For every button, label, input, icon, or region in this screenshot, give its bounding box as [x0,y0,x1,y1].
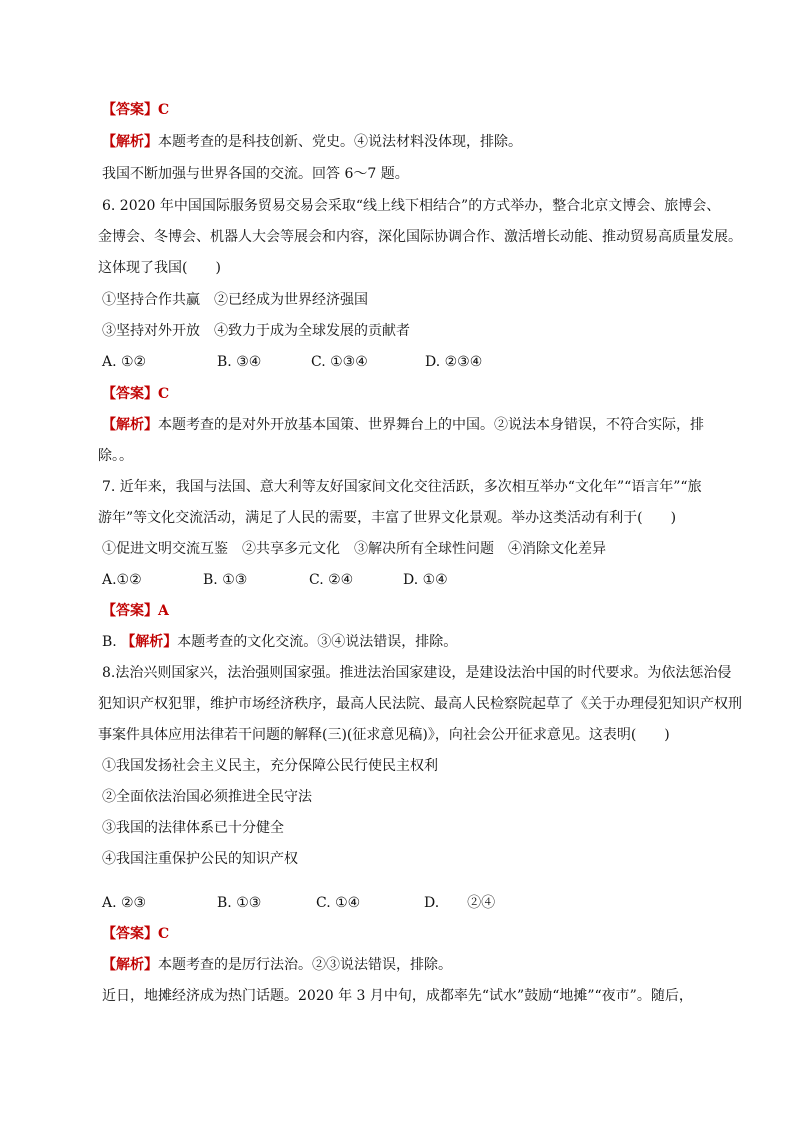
q5-analysis: 【解析】本题考查的是科技创新、党史。④说法材料没体现，排除。 [102,134,522,150]
q7-stem-line-2: 游年”等文化交流活动，满足了人民的需要，丰富了世界文化景观。举办这类活动有利于( ) [98,510,677,526]
intro-6-7: 我国不断加强与世界各国的交流。回答 6～7 题。 [102,166,409,182]
q8-stem-line-3: 事案件具体应用法律若干问题的解释(三)(征求意见稿)》，向社会公开征求意见。这表明( ) [98,727,670,743]
q6-answer: 【答案】C [102,386,170,402]
q6-items-line-1: ①坚持合作共赢 ②已经成为世界经济强国 [102,292,368,308]
q8-answer: 【答案】C [102,926,170,942]
q8-option-b: B. ①③ [217,895,262,911]
q6-option-c: C. ①③④ [311,354,368,370]
q7-analysis: B. 【解析】本题考查的文化交流。③④说法错误，排除。 [102,634,458,650]
q8-stem-line-2: 犯知识产权犯罪，维护市场经济秩序，最高人民法院、最高人民检察院起草了《关于办理侵犯知识产权刑 [98,696,742,712]
q6-option-a: A. ①② [102,354,147,370]
q7-answer: 【答案】A [102,603,169,619]
q6-stem-line-1: 6. 2020 年中国国际服务贸易交易会采取“线上线下相结合”的方式举办，整合北京文博会、旅博会、 [102,198,721,214]
q6-option-b: B. ③④ [217,354,262,370]
q8-item-4: ④我国注重保护公民的知识产权 [102,851,298,867]
q7-option-a: A.①② [102,572,142,588]
q7-option-c: C. ②④ [309,572,354,588]
q8-analysis: 【解析】本题考查的是厉行法治。②③说法错误，排除。 [102,957,452,973]
q6-option-d: D. ②③④ [425,354,483,370]
q8-option-c: C. ①④ [316,895,361,911]
q8-option-d: D. ②④ [424,895,496,911]
q8-stem-line-1: 8.法治兴则国家兴，法治强则国家强。推进法治国家建设，是建设法治中国的时代要求。为依法惩治侵 [102,665,732,681]
tail-paragraph: 近日，地摊经济成为热门话题。2020 年 3 月中旬，成都率先“试水”鼓励“地摊”“夜市”。随后， [102,988,693,1004]
q8-item-2: ②全面依法治国必须推进全民守法 [102,789,312,805]
q7-option-d: D. ①④ [403,572,448,588]
q6-stem-line-3: 这体现了我国( ) [98,260,221,276]
q8-option-a: A. ②③ [102,895,147,911]
q5-answer: 【答案】C [102,102,170,118]
q6-analysis-line-1: 【解析】本题考查的是对外开放基本国策、世界舞台上的中国。②说法本身错误，不符合实际，排 [102,417,704,433]
q8-item-3: ③我国的法律体系已十分健全 [102,820,284,836]
q6-analysis-line-2: 除。。 [98,448,133,464]
q8-item-1: ①我国发扬社会主义民主，充分保障公民行使民主权利 [102,758,438,774]
q7-option-b: B. ①③ [203,572,248,588]
q6-stem-line-2: 金博会、冬博会、机器人大会等展会和内容，深化国际协调合作、激活增长动能、推动贸易高质量发展。 [98,229,742,245]
q7-items-line-1: ①促进文明交流互鉴 ②共享多元文化 ③解决所有全球性问题 ④消除文化差异 [102,541,606,557]
q6-items-line-2: ③坚持对外开放 ④致力于成为全球发展的贡献者 [102,323,410,339]
q7-stem-line-1: 7. 近年来，我国与法国、意大利等友好国家间文化交往活跃，多次相互举办“文化年”“语言年”“旅 [102,479,702,495]
